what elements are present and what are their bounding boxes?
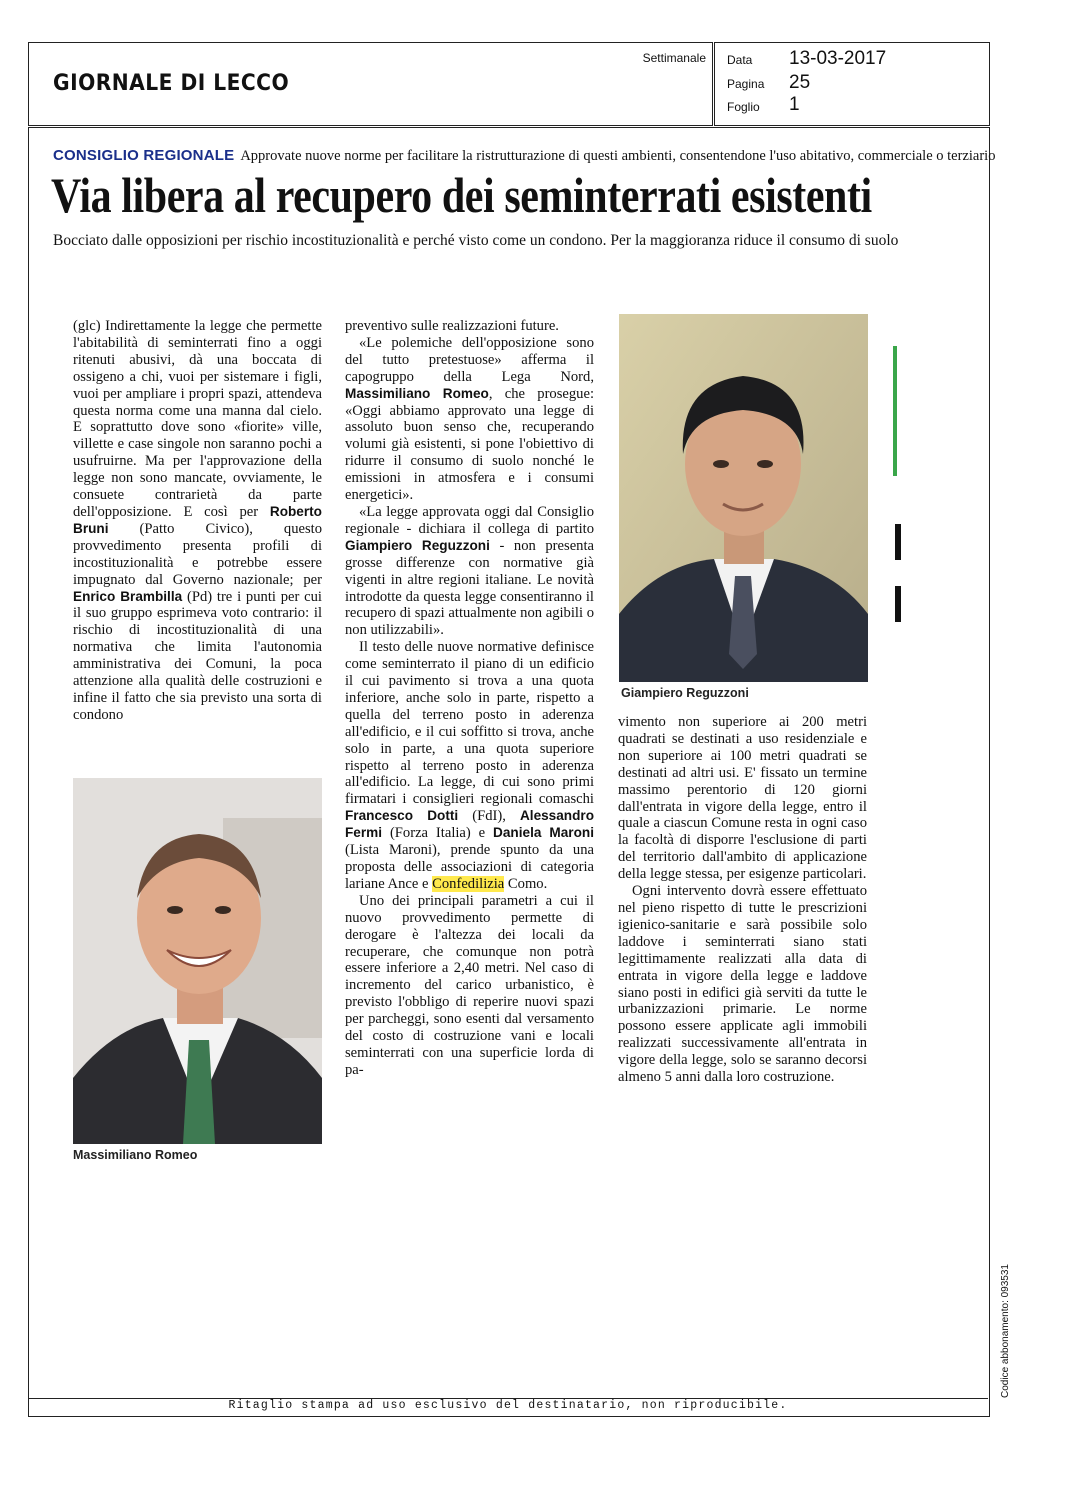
- person-name: Alessandro Fermi: [345, 808, 595, 841]
- issue-meta-box: [714, 42, 990, 126]
- photo-caption: Massimiliano Romeo: [73, 1148, 198, 1162]
- person-name: Daniela Maroni: [493, 825, 594, 841]
- reproduction-notice: Ritaglio stampa ad uso esclusivo del destinatario, non riproducibile.: [28, 1398, 988, 1415]
- person-name: Giampiero Reguzzoni: [345, 537, 490, 553]
- page-value: 25: [789, 72, 811, 93]
- newspaper-name: GIORNALE DI LECCO: [53, 71, 290, 96]
- article-column-3: [618, 714, 867, 1086]
- sheet-value: 1: [789, 94, 800, 115]
- paragraph: (glc) Indirettamente la legge che permette l'abitabilità di seminterrati fino a oggi ritenuti abusivi, dà una boccata di ossigeno a chi, vuoi per sistemare i figli, vuoi per ampliare i propri spazi, attendeva questa norma come una manna dal cielo. E soprattutto dove sono «fiorite» ville, villette e case singole non saranno pochi a usufruirne. Ma per l'approvazione della legge non sono mancate, ovviamente, le consuete contrarietà da parte dell'opposizione. E così per Roberto Bruni (Patto Civico), questo provvedimento presenta profili di incostituzionalità e potrebbe essere impugnato dal Governo nazionale; per Enrico Brambilla (Pd) tre i punti per cui il suo gruppo esprimeva voto contrario: il rischio di incostituzionalità di una normativa che limita l'autonomia amministrativa dei Comuni, la poca attenzione alla qualità delle costruzioni e infine il fatto che sia previsto una sorta di condono: [73, 318, 322, 723]
- person-name: Massimiliano Romeo: [345, 385, 489, 401]
- margin-mark: [895, 524, 901, 560]
- photo-caption: Giampiero Reguzzoni: [621, 686, 749, 700]
- person-name: Francesco Dotti: [345, 808, 459, 824]
- paragraph: «Le polemiche dell'opposizione sono del tutto pretestuose» afferma il capogruppo della Lega Nord, Massimiliano Romeo, che prosegue: «Oggi abbiamo approvato una legge di assoluto buon senso che, recuperando volumi già esistenti, si pone l'obiettivo di ridurre il consumo di suolo nonché le emissioni in atmosfera e i consumi energetici».: [345, 334, 595, 504]
- highlighted-term: Confedilizia: [432, 875, 505, 892]
- article-column-1: [73, 318, 322, 724]
- paragraph: preventivo sulle realizzazioni future.: [345, 318, 559, 334]
- page-label: Pagina: [727, 77, 765, 91]
- person-name: Enrico Brambilla: [73, 588, 183, 604]
- paragraph: vimento non superiore ai 200 metri quadrati se destinati a uso residenziale e non superiore ai 100 metri quadrati se destinati ad altri usi. E' fissato un termine massimo perentorio di 120 giorni dall'entrata in vigore della legge, entro il quale a ciascun Comune resta in ogni caso la facoltà di disporre l'esclusione di parti del territorio dall'ambito di applicazione della legge stessa, per esigenze particolari.: [618, 714, 867, 883]
- kicker-text: Approvate nuove norme per facilitare la ristrutturazione di questi ambienti, consentendone l'uso abitativo, commerciale o terziario: [240, 148, 996, 164]
- kicker-line: [53, 147, 995, 165]
- article-clipping: [28, 127, 996, 1417]
- photo-massimiliano-romeo: [73, 778, 322, 1144]
- paragraph: «La legge approvata oggi dal Consiglio regionale - dichiara il collega di partito Giampiero Reguzzoni - non presenta grosse differenze con normative già vigenti in altre regioni italiane. Le novità introdotte da questa legge consentiranno il recupero di spazi attualmente non agibili o non utilizzabili».: [345, 503, 594, 639]
- article-column-2: [345, 318, 594, 1079]
- date-label: Data: [727, 53, 753, 67]
- paragraph: Il testo delle nuove normative definisce come seminterrato il piano di un edificio il cui pavimento si trova a una quota inferiore, anche solo in parte, rispetto a quella del terreno posto in aderenza all'edificio, e il cui soffitto si trova, anche solo in parte, a una quota superiore rispetto al terreno posto in aderenza all'edificio. La legge, di cui sono primi firmatari i consiglieri regionali comaschi Francesco Dotti (FdI), Alessandro Fermi (Forza Italia) e Daniela Maroni (Lista Maroni), prende spunto da una proposta delle associazioni di categoria lariane Ance e Confedilizia Como.: [345, 639, 595, 892]
- paragraph: Ogni intervento dovrà essere effettuato nel pieno rispetto di tutte le prescrizioni igienico-sanitarie e sarà possibile solo laddove i seminterrati siano stati legittimamente realizzati alla data di entrata in vigore della legge e laddove siano posti in edifici già serviti da tutte le urbanizzazioni primarie. Le norme possono essere applicate agli immobili realizzati successivamente all'entrata in vigore della legge, solo se saranno decorsi almeno 5 anni dalla loro costruzione.: [618, 883, 867, 1086]
- margin-mark: [893, 346, 897, 476]
- date-value: 13-03-2017: [789, 48, 887, 69]
- person-name: Roberto Bruni: [73, 503, 322, 536]
- paragraph: Uno dei principali parametri a cui il nuovo provvedimento permette di derogare è l'altezza dei locali da recuperare, che comunque non potrà essere inferiore a 2,40 metri. Nel caso di incremento del carico urbanistico, è previsto l'obbligo di reperire nuovi spazi per parcheggi, sono esenti dal versamento del costo di costruzione vani e locali seminterrati con una superficie lorda di pa-: [345, 892, 594, 1078]
- headline: Via libera al recupero dei seminterrati esistenti: [51, 167, 872, 223]
- margin-mark: [895, 586, 901, 622]
- subscription-code: Codice abbonamento: 093531: [1000, 1264, 1011, 1398]
- masthead-box: [28, 42, 713, 126]
- section-label: CONSIGLIO REGIONALE: [53, 147, 235, 164]
- photo-giampiero-reguzzoni: [619, 314, 868, 682]
- subheadline: Bocciato dalle opposizioni per rischio incostituzionalità e perché visto come un condono. Per la maggioranza riduce il consumo di suolo: [53, 232, 899, 249]
- periodicity-label: Settimanale: [642, 51, 706, 65]
- sheet-label: Foglio: [727, 100, 760, 114]
